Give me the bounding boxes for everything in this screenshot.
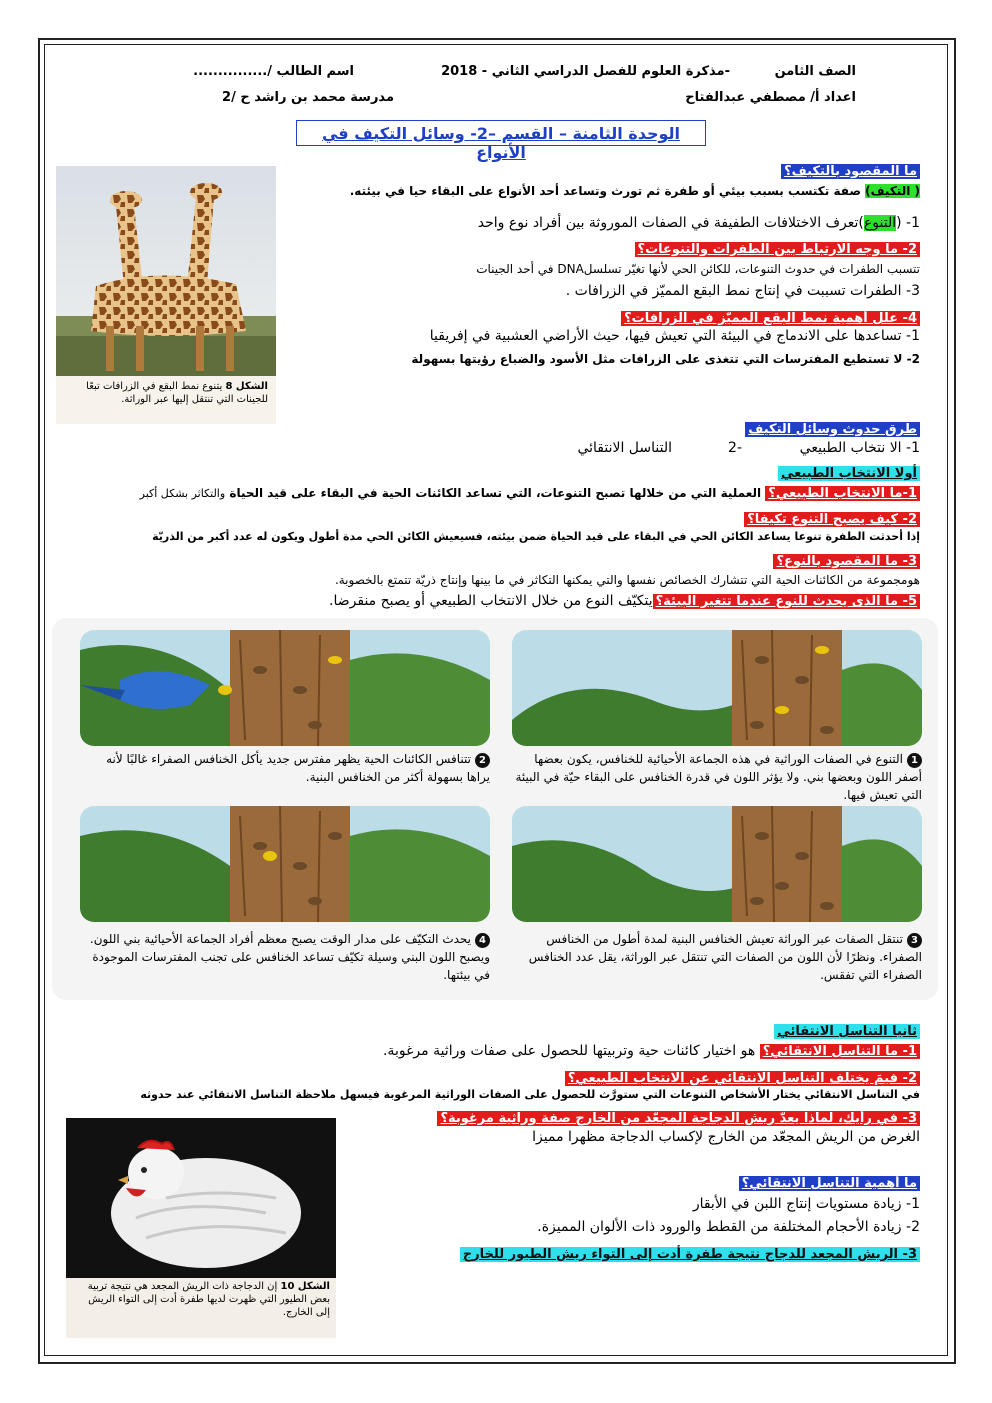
importance-1: 1- زيادة مستويات إنتاج اللبن في الأبقار — [692, 1196, 920, 1212]
importance-question: ما أهمية التناسل الانتقائي؟ — [739, 1172, 920, 1191]
selective-breeding-definition: 1- ما التناسل الانتقائي؟ هو اختيار كائنات حية وتربيتها للحصول على صفات وراثية مرغوبة. — [383, 1043, 920, 1059]
giraffe-caption — [58, 380, 268, 406]
methods-heading: طرق حدوث وسائل التكيف — [745, 418, 920, 437]
importance-3: 3- الريش المجعد للدجاج نتيجة طفرة أدت إلى التواء ريش الطيور للخارج — [460, 1243, 920, 1262]
spots-reason-2: 2- لا تستطيع المفترسات التي تتغذى على الزرافات مثل الأسود والضباع رؤيتها بسهولة — [411, 352, 920, 366]
school-name: مدرسة محمد بن راشد ح /2 — [222, 90, 394, 105]
variation-adaptation-answer: إذا أحدثت الطفرة تنوعا يساعد الكائن الحي في البقاء على قيد الحياة ضمن بيئته، فسيعيش الكائن الحي مدة أطول ويكون له عدد أكبر من الذريّة — [152, 530, 920, 543]
beetle-panel-3-caption: 3تنتقل الصفات عبر الوراثة تعيش الخنافس البنية لمدة أطول من الخنافس الصفراء. ونظرًا لأن اللون من الصفات التي تنتقل عبر الوراثة، يقل عدد الخنافس الصفراء التي تفقس. — [528, 932, 922, 982]
beetle-panel-2-image — [80, 630, 490, 746]
beetle-scene-1 — [512, 630, 922, 746]
selective-breeding-heading: ثانيا التناسل الانتقائي — [774, 1020, 920, 1039]
mutation-variation-question: 2- ما وجه الارتباط بين الطفرات والتنوعات؟ — [635, 238, 920, 257]
method-1: 1- الا نتخاب الطبيعي — [799, 440, 920, 456]
beetle-panel-4-image — [80, 806, 490, 922]
species-question: 3- ما المقصود بالنوع؟ — [773, 550, 920, 569]
species-answer: هومجموعة من الكائنات الحية التي تتشارك الخصائص نفسها والتي يمكنها التكاثر في ما بينها وإنتاج ذريّة تتمتع بالخصوبة. — [334, 573, 920, 587]
spots-reason-1: 1- تساعدها على الاندماج في البيئة التي تعيش فيها، حيث الأراضي العشبية في إفريقيا — [429, 328, 920, 344]
prepared-by: اعداد أ/ مصطفي عبدالفتاح — [685, 90, 856, 105]
beetle-scene-2 — [80, 630, 490, 746]
giraffe-figure — [56, 166, 276, 424]
chicken-caption-text: إن الدجاجة ذات الريش المجعد هي نتيجة تربية بعض الطيور التي ظهرت لديها طفرة أدت إلى التواء الريش إلى الخارج. — [87, 1281, 330, 1318]
giraffe-caption-text: يتنوع نمط البقع في الزرافات تبعًا للجينات التي تنتقل إليها عبر الوراثة. — [86, 381, 268, 405]
selective-vs-natural-answer: في التناسل الانتقائي يختار الأشخاص التنوعات التي ستورَّث للحصول على الصفات الوراثية المرغوبة فيسهل ملاحظة التناسل الانتقائي عند حدوثه — [140, 1088, 920, 1101]
chicken-image — [66, 1118, 336, 1278]
beetle-panel-3-image — [512, 806, 922, 922]
frizzled-feather-answer: الغرض من الريش المجعّد من الخارج لإكساب الدجاجة مظهرا مميزا — [532, 1129, 920, 1145]
method-2: التناسل الانتقائي — [577, 440, 672, 456]
selective-vs-natural-question: 2- فيمَ يختلف التناسل الانتقائي عن الانتخاب الطبيعي؟ — [565, 1067, 920, 1086]
frizzled-feather-question: 3- في رأيك، لماذا يعدّ ريش الدجاجة المجعّد من الخارج صفة وراثية مرغوبة؟ — [437, 1107, 920, 1126]
chicken-caption-label: الشكل 10 — [280, 1281, 330, 1292]
giraffe-spots-text: 3- الطفرات تسببت في إنتاج نمط البقع المميّز في الزرافات . — [565, 283, 920, 299]
beetle-panel-2-caption: 2تتنافس الكائنات الحية يظهر مفترس جديد يأكل الخنافس الصفراء غالبًا لأنه يراها بسهولة أكثر من الخنافس البنية. — [106, 752, 490, 784]
beetle-scene-3 — [512, 806, 922, 922]
grade: الصف الثامن — [774, 64, 856, 79]
natural-selection-definition: 1-ما الانتخاب الطبيعي؟ العملية التي من خلالها تصبح التنوعات، التي تساعد الكائنات الحية في البقاء على قيد الحياة والتكاثر بشكل أكبر — [140, 486, 920, 501]
chicken-caption — [74, 1280, 330, 1319]
unit-title: الوحدة الثامنة – القسم –2- وسائل التكيف في الأنواع — [321, 124, 681, 162]
variation-adaptation-question: 2- كيف يصبح التنوع تكيفا؟ — [744, 508, 920, 527]
method-2-number: 2- — [728, 440, 742, 456]
adaptation-definition: ( التكيف) صفة تكتسب بسبب بيئي أو طفرة ثم تورث وتساعد أحد الأنواع على البقاء حيا في بيئته. — [349, 184, 920, 198]
beetle-scene-4 — [80, 806, 490, 922]
importance-2: 2- زيادة الأحجام المختلفة من القطط والورود ذات الألوان المميزة. — [537, 1219, 920, 1235]
beetle-panel-1-caption: 1التنوع في الصفات الوراثية في هذه الجماعة الأحيائية للخنافس، يكون بعضها أصفر اللون وبعضها بني. ولا يؤثر اللون في قدرة الخنافس على البقاء حيّة في البيئة التي تعيش فيها. — [515, 752, 922, 802]
environment-change: 5- ما الذى يحدث للنوع عندما تتغير البيئة؟يتكيّف النوع من خلال الانتخاب الطبيعي أو يصبح منقرضا. — [329, 593, 920, 609]
student-name: اسم الطالب /............... — [193, 64, 354, 79]
spots-importance-question: 4- علل أهمية نمط البقع المميّز في الزرافات؟ — [621, 307, 920, 326]
unit-title-box — [296, 120, 706, 162]
natural-selection-heading: أولا الانتخاب الطبيعي — [778, 462, 920, 481]
variation-definition: 1- (التنوع)تعرف الاختلافات الطفيفة في الصفات الموروثة بين أفراد نوع واحد — [477, 215, 920, 231]
mutation-answer: تتسبب الطفرات في حدوث التنوعات، للكائن الحي لأنها تغيّر تسلسلDNA في أحد الجينات — [476, 262, 920, 276]
adaptation-question: ما المقصود بالتكيف؟ — [781, 160, 920, 179]
beetle-panel-4-caption: 4يحدث التكيّف على مدار الوقت يصبح معظم أفراد الجماعة الأحيائية بني اللون. ويصبح اللون البني وسيلة تكيّف تساعد الخنافس على تجنب المفترسات الموجودة في بيئتها. — [89, 932, 490, 982]
memo-title: -مذكرة العلوم للفصل الدراسي الثاني - 2018 — [441, 64, 730, 79]
giraffe-caption-label: الشكل 8 — [225, 381, 268, 392]
chicken-figure — [66, 1118, 336, 1338]
beetle-panel-1-image — [512, 630, 922, 746]
